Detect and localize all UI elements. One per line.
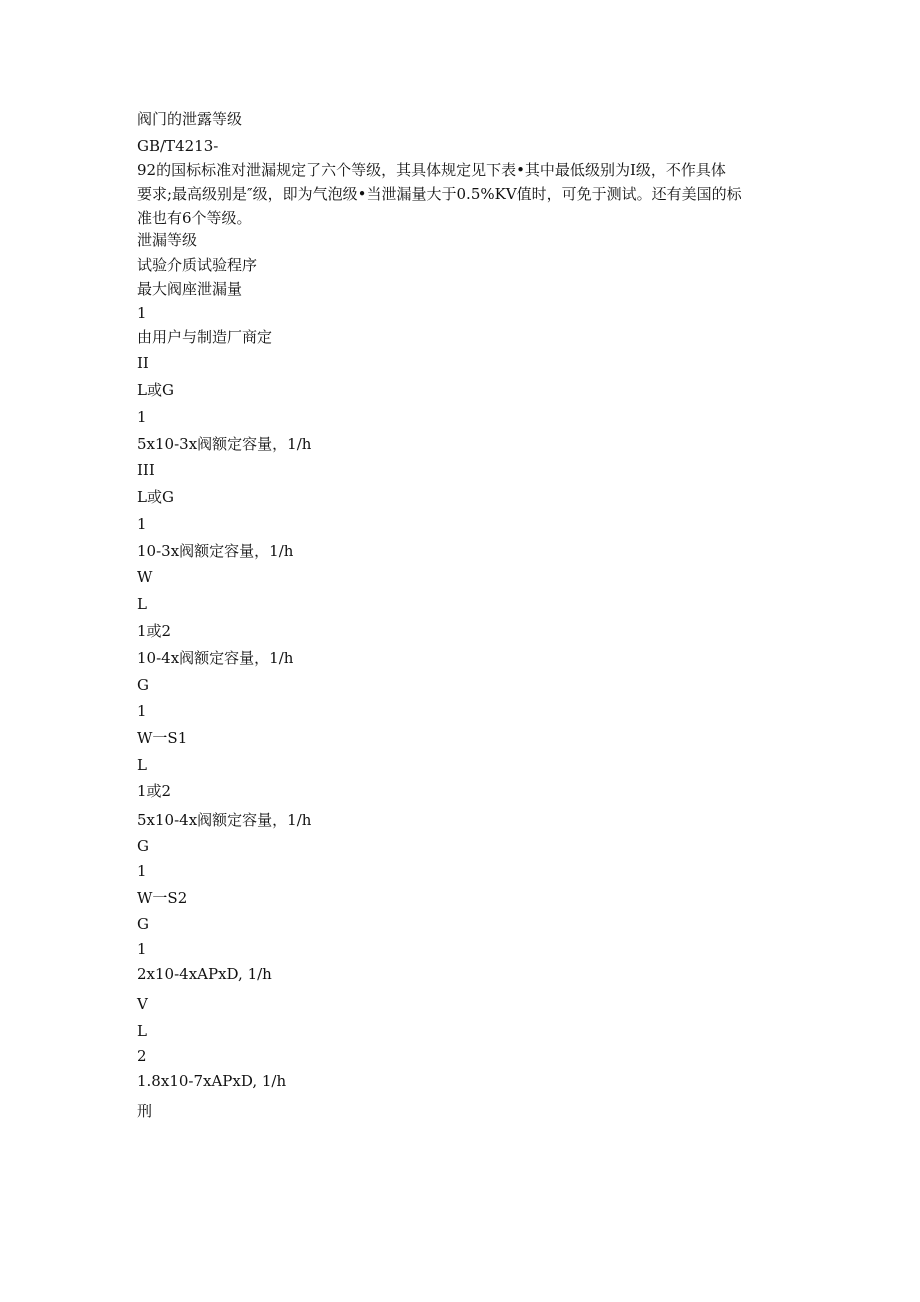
table-cell: L或G (137, 488, 174, 506)
header-max-leakage: 最大阀座泄漏量 (137, 280, 243, 298)
table-cell: L (137, 756, 147, 774)
table-cell: 2x10-4xAPxD, 1/h (137, 965, 272, 983)
table-cell: 由用户与制造厂商定 (137, 328, 273, 346)
intro-paragraph (137, 158, 787, 230)
table-cell: 10-4x阀额定容量，1/h (137, 649, 294, 667)
table-cell: G (137, 915, 149, 933)
table-cell: 2 (137, 1047, 147, 1065)
intro-line-4: 准也有6个等级。 (137, 209, 252, 227)
table-cell: 10-3x阀额定容量，1/h (137, 542, 294, 560)
intro-line-3: 要求;最高级别是″级，即为气泡级•当泄漏量大于0.5%KV值时，可免于测试。还有美国的标 (137, 185, 742, 203)
table-cell: 1 (137, 408, 147, 426)
header-test-medium: 试验介质试验程序 (137, 256, 258, 274)
table-cell: L (137, 1022, 147, 1040)
table-cell: III (137, 461, 155, 479)
header-leak-class: 泄漏等级 (137, 231, 198, 249)
document-title: 阀门的泄露等级 (137, 110, 243, 128)
table-cell: L或G (137, 381, 174, 399)
table-cell: 5x10-3x阀额定容量，1/h (137, 435, 312, 453)
table-cell: L (137, 595, 147, 613)
table-cell: G (137, 837, 149, 855)
table-cell: 1 (137, 702, 147, 720)
table-cell: 1或2 (137, 782, 172, 800)
table-cell: 1 (137, 940, 147, 958)
table-cell: 1.8x10-7xAPxD, 1/h (137, 1072, 287, 1090)
table-cell: W (137, 568, 153, 586)
table-cell: 刑 (137, 1102, 153, 1120)
table-cell: 1或2 (137, 622, 172, 640)
intro-line-2: 92的国标标准对泄漏规定了六个等级，其具体规定见下表•其中最低级别为I级，不作具体 (137, 161, 726, 179)
table-cell: II (137, 354, 149, 372)
table-cell: 1 (137, 304, 147, 322)
table-cell: V (137, 995, 148, 1013)
table-cell: G (137, 676, 149, 694)
table-cell: W一S2 (137, 889, 188, 907)
table-cell: W一S1 (137, 729, 188, 747)
table-cell: 1 (137, 515, 147, 533)
table-cell: 5x10-4x阀额定容量，1/h (137, 811, 312, 829)
table-cell: 1 (137, 862, 147, 880)
intro-line-1: GB/T4213- (137, 137, 219, 155)
